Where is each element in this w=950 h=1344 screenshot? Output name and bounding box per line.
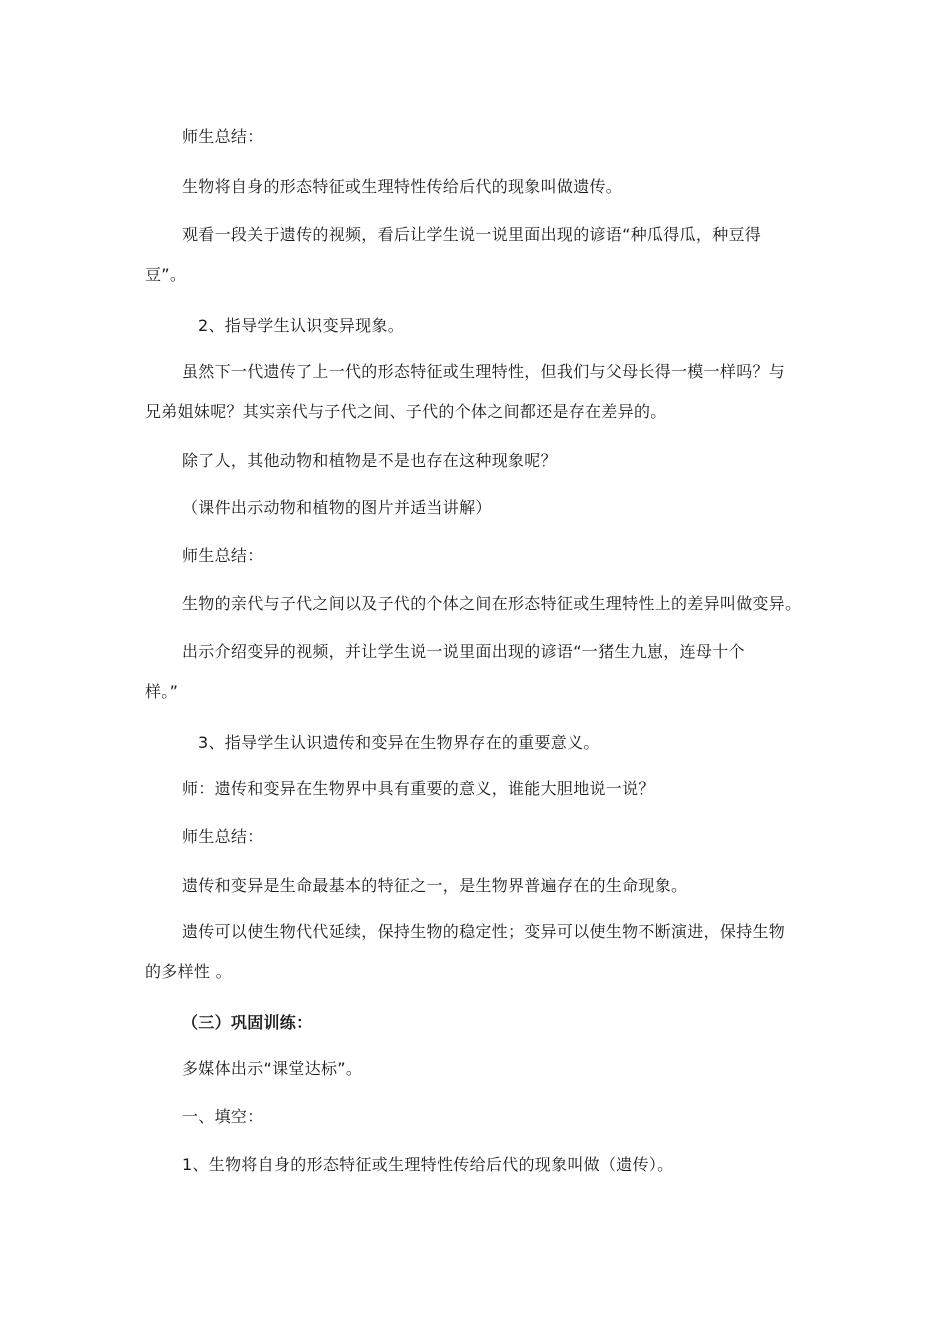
paragraph-fill-blank-heading: 一、填空： [182,1107,264,1126]
paragraph-variation-question-line1: 虽然下一代遗传了上一代的形态特征或生理特性，但我们与父母长得一模一样吗？与 [182,362,786,381]
paragraph-variation-video-line1: 出示介绍变异的视频，并让学生说一说里面出现的谚语“一猪生九崽，连母十个 [182,642,745,661]
paragraph-other-organisms-question: 除了人，其他动物和植物是不是也存在这种现象呢？ [182,451,557,470]
paragraph-significance-line2: 的多样性 。 [145,962,232,981]
paragraph-teacher-question: 师：遗传和变异在生物界中具有重要的意义，谁能大胆地说一说？ [182,779,655,798]
paragraph-multimedia-display: 多媒体出示“课堂达标”。 [182,1059,363,1078]
section-heading-variation: 2、指导学生认识变异现象。 [198,316,405,335]
paragraph-heredity-video-line2: 豆”。 [145,265,187,284]
paragraph-significance-line1: 遗传可以使生物代代延续，保持生物的稳定性；变异可以使生物不断演进，保持生物 [182,922,786,941]
paragraph-courseware-note: （课件出示动物和植物的图片并适当讲解） [182,498,492,517]
paragraph-variation-video-line2: 样。” [145,682,179,701]
paragraph-fill-blank-item-1: 1、生物将自身的形态特征或生理特性传给后代的现象叫做（遗传）。 [182,1155,674,1174]
section-heading-consolidation: （三）巩固训练： [182,1013,313,1032]
paragraph-heredity-video-line1: 观看一段关于遗传的视频，看后让学生说一说里面出现的谚语“种瓜得瓜，种豆得 [182,225,762,244]
paragraph-summary-heading-2: 师生总结： [182,546,264,565]
paragraph-variation-question-line2: 兄弟姐妹呢？其实亲代与子代之间、子代的个体之间都还是存在差异的。 [145,402,667,421]
paragraph-summary-heading-3: 师生总结： [182,827,264,846]
paragraph-heredity-definition: 生物将自身的形态特征或生理特性传给后代的现象叫做遗传。 [182,177,623,196]
paragraph-basic-characteristic: 遗传和变异是生命最基本的特征之一，是生物界普遍存在的生命现象。 [182,876,688,895]
paragraph-variation-definition: 生物的亲代与子代之间以及子代的个体之间在形态特征或生理特性上的差异叫做变异。 [182,594,802,613]
paragraph-summary-heading-1: 师生总结： [182,127,264,146]
section-heading-significance: 3、指导学生认识遗传和变异在生物界存在的重要意义。 [198,733,600,752]
